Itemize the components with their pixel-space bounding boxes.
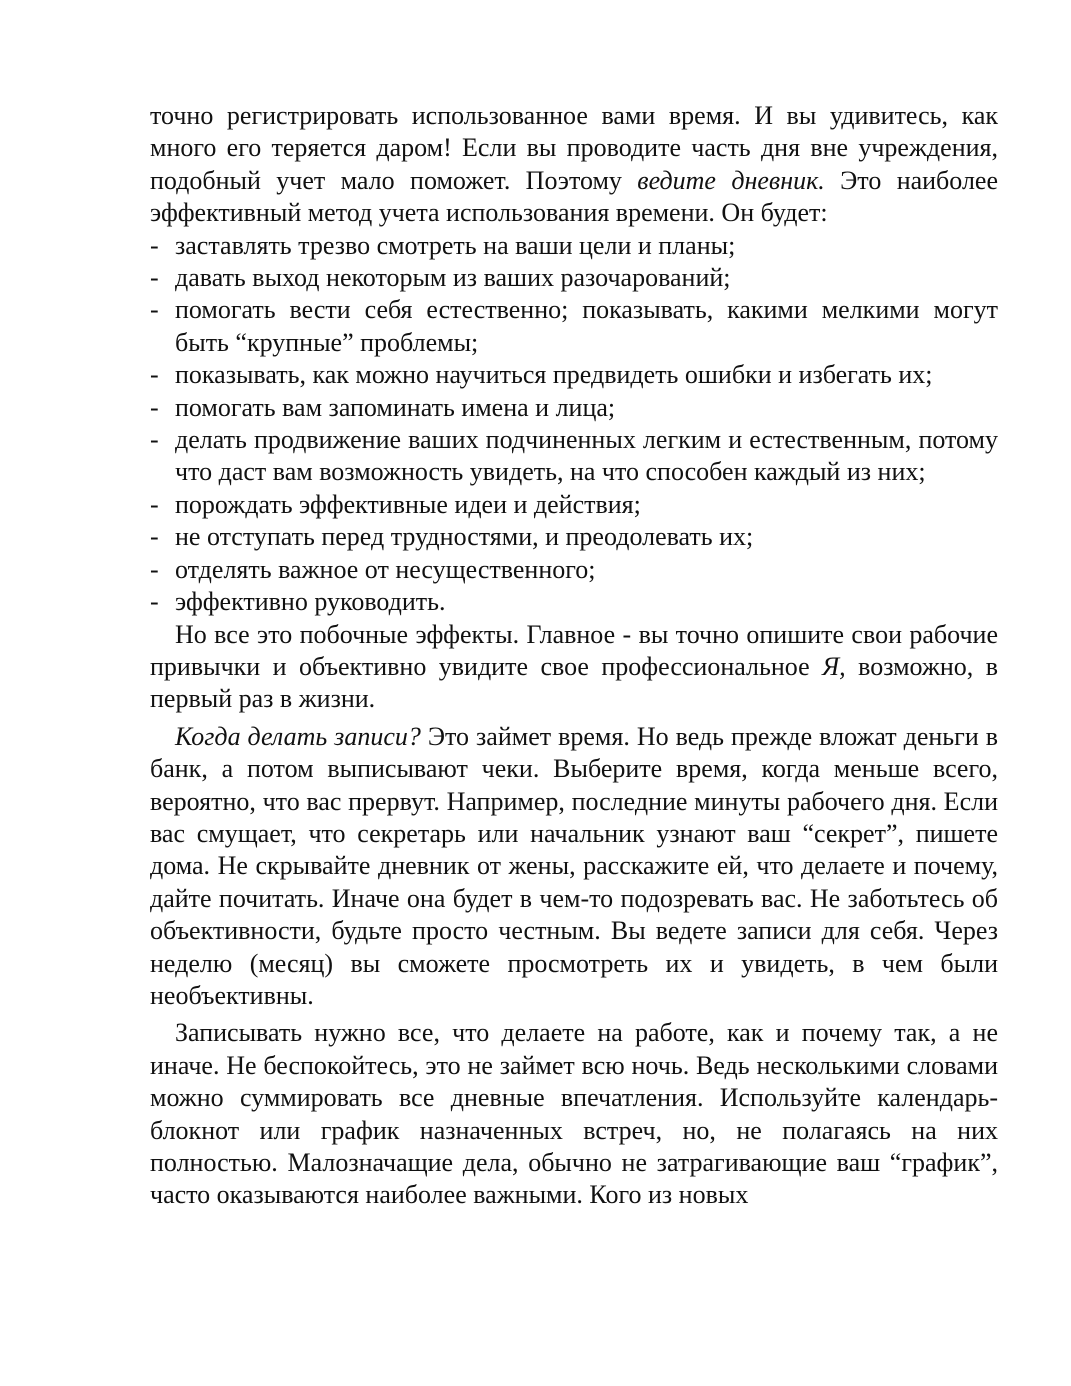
list-dash: - xyxy=(150,263,159,293)
list-item xyxy=(150,392,998,424)
list-item xyxy=(150,359,998,391)
list-item xyxy=(150,521,998,553)
paragraph-side-effects-text-end: возможно, в первый раз в жизни. xyxy=(150,651,999,714)
list-item xyxy=(150,230,998,262)
paragraph-side-effects xyxy=(150,619,998,716)
list-item-text: эффективно руководить. xyxy=(175,587,446,617)
paragraph-intro-emphasis: ведите дневник. xyxy=(637,165,825,195)
list-dash: - xyxy=(150,489,159,519)
list-item-text: помогать вести себя естественно; показывать, какими мелкими могут быть “крупные” проблемы; xyxy=(175,295,998,357)
list-item-text: не отступать перед трудностями, и преодолевать их; xyxy=(175,522,754,552)
diary-benefits-list xyxy=(150,230,998,619)
paragraph-what-to-write xyxy=(150,1017,998,1211)
list-item xyxy=(150,294,998,359)
list-item xyxy=(150,262,998,294)
list-item-text: делать продвижение ваших подчиненных легким и естественным, потому что даст вам возможность увидеть, на что способен каждый из них; xyxy=(175,425,998,487)
list-item-text: порождать эффективные идеи и действия; xyxy=(175,489,641,519)
list-item-text: давать выход некоторым из ваших разочарований; xyxy=(175,263,731,293)
list-dash: - xyxy=(150,554,159,584)
paragraph-when-to-write-heading: Когда делать записи? xyxy=(175,721,421,751)
paragraph-intro xyxy=(150,100,998,230)
list-dash: - xyxy=(150,295,159,325)
list-dash: - xyxy=(150,360,159,390)
list-item-text: помогать вам запоминать имена и лица; xyxy=(175,392,616,422)
paragraph-when-to-write xyxy=(150,721,998,1013)
document-page xyxy=(150,100,998,1212)
list-item-text: показывать, как можно научиться предвидеть ошибки и избегать их; xyxy=(175,360,933,390)
paragraph-intro-text-start: точно регистрировать использованное вами время. И вы удивитесь, как много его теряется даром! Если вы проводите часть дня вне учреждения, подобный учет мало поможет. Поэтому xyxy=(150,101,998,195)
list-item-text: отделять важное от несущественного; xyxy=(175,554,596,584)
list-dash: - xyxy=(150,425,159,455)
paragraph-side-effects-emphasis: Я, xyxy=(822,651,846,681)
paragraph-when-to-write-text: Это займет время. Но ведь прежде вложат деньги в банк, а потом выписывают чеки. Выберите время, когда меньше всего, вероятно, что вас прервут. Например, последние минуты рабочего дня. Если вас смущает, что секретарь или начальник узнают ваш “секрет”, пишете дома. Не скрывайте дневник от жены, расскажите ей, что делаете и почему, дайте почитать. Иначе она будет в чем-то подозревать вас. Не заботьтесь об объективности, будьте просто честным. Вы ведете записи для себя. Через неделю (месяц) вы сможете просмотреть их и увидеть, в чем были необъективны. xyxy=(150,721,998,1010)
list-item xyxy=(150,489,998,521)
list-dash: - xyxy=(150,587,159,617)
list-item xyxy=(150,586,998,618)
list-item xyxy=(150,554,998,586)
list-item-text: заставлять трезво смотреть на ваши цели и планы; xyxy=(175,230,736,260)
list-dash: - xyxy=(150,522,159,552)
list-dash: - xyxy=(150,230,159,260)
paragraph-intro-text-end: Это наиболее эффективный метод учета использования времени. Он будет: xyxy=(150,165,998,228)
list-dash: - xyxy=(150,392,159,422)
paragraph-what-to-write-text: Записывать нужно все, что делаете на работе, как и почему так, а не иначе. Не беспокойтесь, это не займет всю ночь. Ведь несколькими словами можно суммировать все дневные впечатления. Используйте календарь-блокнот или график назначенных встреч, но, не полагаясь на них полностью. Малозначащие дела, обычно не затрагивающие ваш “график”, часто оказываются наиболее важными. Кого из новых xyxy=(150,1018,998,1210)
list-item xyxy=(150,424,998,489)
paragraph-side-effects-text-start: Но все это побочные эффекты. Главное - вы точно опишите свои рабочие привычки и объективно увидите свое профессиональное xyxy=(150,619,998,681)
